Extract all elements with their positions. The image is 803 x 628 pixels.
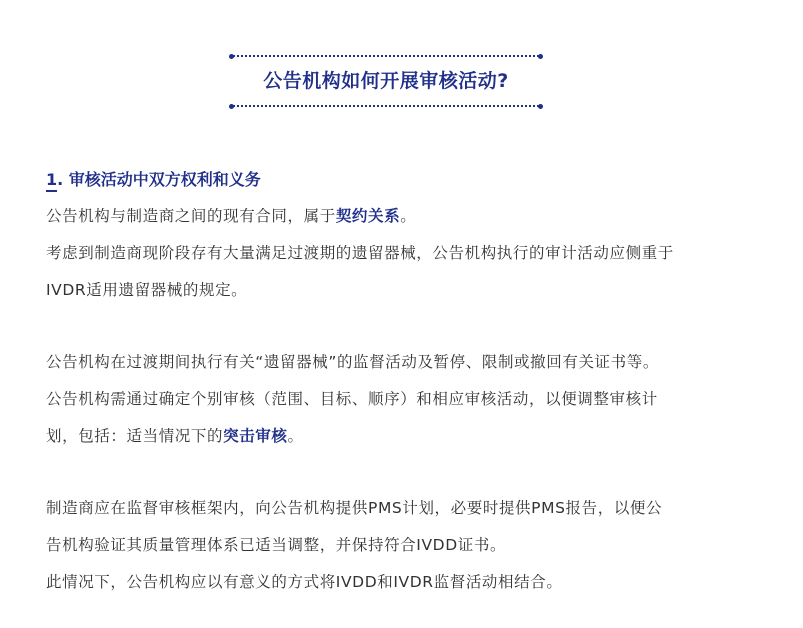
- text-span: 。: [287, 427, 304, 445]
- paragraph-line: 告机构验证其质量管理体系已适当调整，并保持符合IVDD证书。: [46, 536, 507, 554]
- corner-dot: [229, 104, 234, 109]
- corner-dot: [229, 54, 234, 59]
- paragraph-line: 制造商应在监督审核框架内，向公告机构提供PMS计划，必要时提供PMS报告，以便公: [46, 499, 663, 517]
- paragraph-line: 此情况下，公告机构应以有意义的方式将IVDD和IVDR监督活动相结合。: [46, 573, 563, 591]
- title-bottom-border: [233, 105, 539, 107]
- corner-dot: [538, 54, 543, 59]
- text-span: 划，包括：适当情况下的: [46, 427, 224, 445]
- title-top-border: [233, 55, 539, 57]
- paragraph-line: IVDR适用遗留器械的规定。: [46, 281, 248, 299]
- title-frame: [229, 55, 543, 107]
- corner-dot: [538, 104, 543, 109]
- paragraph-line: 考虑到制造商现阶段存有大量满足过渡期的遗留器械，公告机构执行的审计活动应侧重于: [46, 244, 674, 262]
- paragraph-line: [46, 198, 766, 235]
- article-body: [46, 168, 766, 601]
- text-span: 。: [400, 207, 417, 225]
- page-title: 公告机构如何开展审核活动?: [263, 70, 509, 92]
- highlight-surprise-audit: 突击审核: [223, 427, 288, 445]
- section-heading: [46, 168, 766, 192]
- section-title: . 审核活动中双方权利和义务: [57, 170, 261, 189]
- highlight-contract: 契约关系: [335, 207, 401, 225]
- section-number: 1: [46, 170, 57, 192]
- text-span: 公告机构与制造商之间的现有合同，属于: [46, 207, 336, 225]
- paragraph-line: 公告机构在过渡期间执行有关“遗留器械”的监督活动及暂停、限制或撤回有关证书等。: [46, 353, 659, 371]
- paragraph-line: [46, 418, 766, 455]
- paragraph-line: 公告机构需通过确定个别审核（范围、目标、顺序）和相应审核活动，以便调整审核计: [46, 390, 658, 408]
